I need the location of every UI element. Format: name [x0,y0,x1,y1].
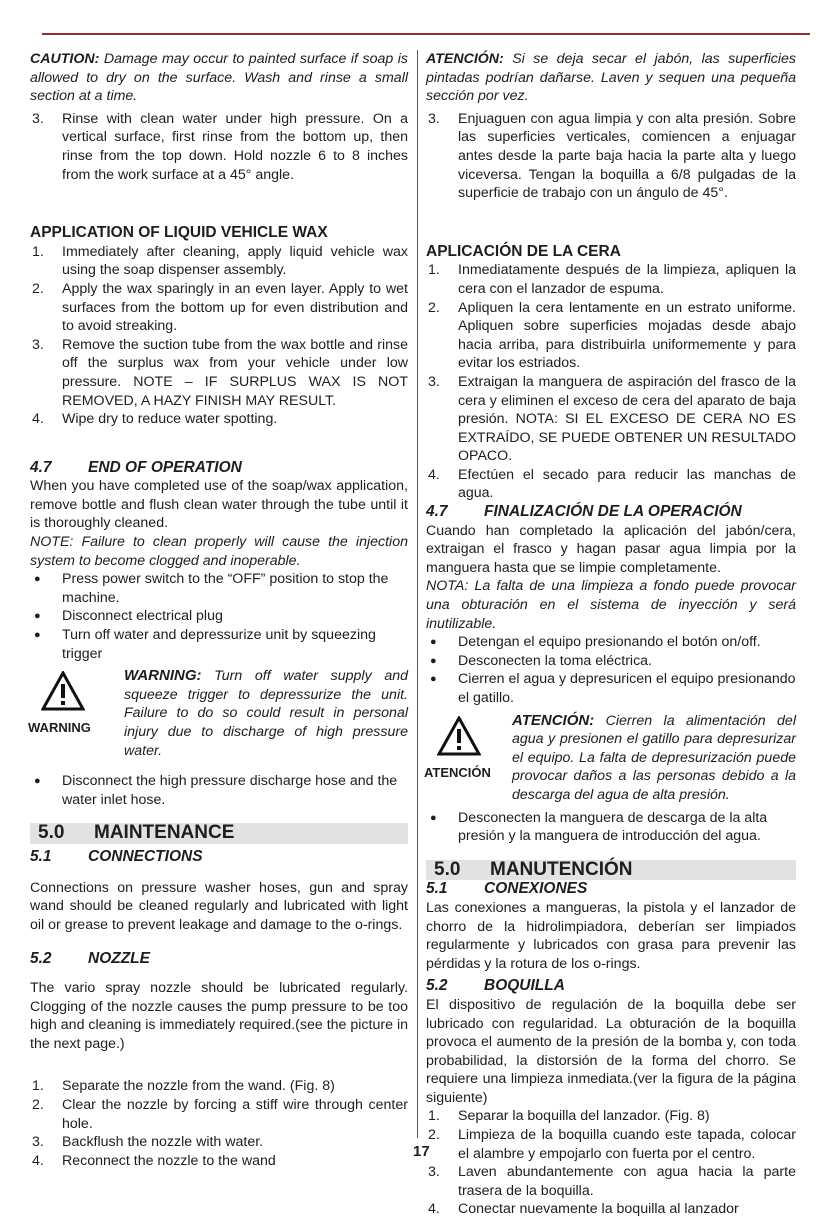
warning-triangle-icon [40,671,86,717]
step-text: Separar la boquilla del lanzador. (Fig. 8) [458,1108,710,1125]
nozzle-step [426,1126,796,1163]
end-of-operation-heading [426,503,796,522]
wax-step-list [426,261,796,503]
bullet-item: ● Detengan el equipo presionando el botón on/off. [426,633,796,652]
nozzle-step-list [426,1107,796,1219]
step-number: 2. [428,1127,440,1144]
section-title: FINALIZACIÓN DE LA OPERACIÓN [484,503,742,521]
bullet-item: ● Desconecten la manguera de descarga de la alta presión y la manguera de introducción del agua. [426,809,796,846]
step-number: 4. [32,411,44,428]
nozzle-step [30,1133,408,1152]
wax-heading: APPLICATION OF LIQUID VEHICLE WAX [30,224,328,242]
warning-triangle-icon [436,716,482,762]
nozzle-step-list [30,1077,408,1170]
step-text: Efectúen el secado para reducir las manchas de agua. [458,466,796,502]
step-text: Separate the nozzle from the wand. (Fig. 8) [62,1078,335,1095]
english-column [30,50,408,1170]
section-number: 5.2 [426,977,448,995]
section-number: 4.7 [30,458,52,476]
wax-step [30,243,408,280]
section-number: 4.7 [426,503,448,521]
step-text: Conectar nuevamente la boquilla al lanzador [458,1201,739,1218]
spanish-column [426,50,796,1219]
rinse-step-list [426,110,796,203]
step-text: Enjuaguen con agua limpia y con alta presión. Sobre las superficies verticales, comiencen a enjuagar antes desde la parte baja hacia la parte alta y luego viceversa. Tengan la boquilla a 6/8 pulgadas de la superficie de trabajo con un ángulo de 45°. [458,110,796,202]
nozzle-text: El dispositivo de regulación de la boquilla debe ser lubricado con regularidad. La obturación de la boquilla provoca el aumento de la presión de la bomba y, con toda probabilidad, la distorsión de la forma del chorro. Se requiere una limpieza inmediata.(ver la figura de la página siguiente) [426,996,796,1106]
nozzle-step [426,1163,796,1200]
step-number: 1. [428,1108,440,1125]
end-of-operation-heading [30,459,408,478]
section-number: 5.0 [38,822,65,844]
step-number: 4. [428,466,440,483]
nozzle-step [30,1152,408,1171]
section-title: MAINTENANCE [94,822,235,844]
wax-step [426,261,796,298]
caution-paragraph [30,50,408,106]
step-number: 4. [428,1201,440,1218]
section-number: 5.1 [426,880,448,898]
bullet-item: ● Press power switch to the “OFF” position to stop the machine. [30,570,408,607]
step-text: Immediately after cleaning, apply liquid vehicle wax using the soap dispenser assembly. [62,243,408,279]
step-number: 1. [32,1078,44,1095]
section-title: BOQUILLA [484,977,565,995]
end-of-operation-note: NOTE: Failure to clean properly will cause the injection system to become clogged and inoperable. [30,534,408,569]
rinse-step [426,110,796,203]
warning-block [30,667,408,760]
wax-step [426,373,796,466]
wax-step [426,299,796,373]
step-text: Extraigan la manguera de aspiración del frasco de la cera y eliminen el exceso de cera del aparato de baja presión. NOTA: SI EL EXCESO DE CERA NO ES EXTRAÍDO, SE PUEDE OBTENER UN RESULTADO OPACO. [458,373,796,465]
wax-step [30,280,408,336]
connections-heading [426,880,796,899]
nozzle-step [426,1107,796,1126]
wax-step [30,410,408,429]
section-title: END OF OPERATION [88,458,242,476]
maintenance-heading [30,823,408,844]
warning-text: Turn off water supply and squeeze trigger to depressurize the unit. Failure to do so could result in personal injury due to discharge of high pressure water. [124,668,408,759]
wax-step [30,336,408,410]
warning-block [426,712,796,805]
step-number: 2. [32,280,44,297]
warning-title: ATENCIÓN: [512,711,595,729]
nozzle-text: The vario spray nozzle should be lubricated regularly. Clogging of the nozzle causes the pump pressure to be too high and cleaning is immediately required.(see the picture in the next page.) [30,979,408,1052]
nozzle-heading [426,977,796,996]
section-number: 5.1 [30,847,52,865]
connections-text: Connections on pressure washer hoses, gun and spray wand should be cleaned regularly and lubricated with light oil or grease to prevent leakage and damage to the o-rings. [30,879,408,933]
bullet-item: ● Disconnect the high pressure discharge hose and the water inlet hose. [30,772,408,809]
top-rule [42,33,810,35]
section-title: MANUTENCIÓN [490,858,633,880]
step-text: Limpieza de la boquilla cuando este tapada, colocar el alambre y empojarlo con fuerta por el centro. [458,1127,796,1162]
step-number: 3. [32,110,44,127]
step-number: 3. [32,1134,44,1151]
shutdown-bullet-list [30,570,408,663]
step-text: Clear the nozzle by forcing a stiff wire through center hole. [62,1096,408,1132]
step-number: 3. [428,1164,440,1181]
step-number: 3. [32,336,44,353]
step-text: Apliquen la cera lentamente en un estrato uniforme. Apliquen sobre superficies mojadas desde abajo hacia arriba, para distribuirla uniformemente y para evitar los estriados. [458,299,796,372]
bullet-item: ● Cierren el agua y depresuricen el equipo presionando el gatillo. [426,670,796,707]
step-text: Wipe dry to reduce water spotting. [62,411,278,428]
step-number: 3. [428,373,440,390]
page-number: 17 [413,1143,430,1160]
step-number: 2. [428,299,440,316]
wax-heading: APLICACIÓN DE LA CERA [426,242,621,260]
shutdown-bullet-list [426,633,796,707]
bullet-item: ● Disconnect electrical plug [30,607,408,626]
warning-title: WARNING: [124,667,202,685]
column-divider [417,50,418,1138]
warning-text: Cierren la alimentación del agua y presionen el gatillo para depresurizar el equipo. La falta de depresurización puede provocar daños a las personas debido a la descarga del agua de alta presión. [512,712,796,803]
wax-step-list [30,243,408,429]
step-number: 2. [32,1096,44,1113]
rinse-step [30,110,408,184]
maintenance-heading [426,860,796,881]
wax-step [426,466,796,503]
nozzle-heading [30,950,408,969]
caution-label: CAUTION: [30,51,100,67]
disconnect-bullet-list [30,772,408,809]
step-text: Apply the wax sparingly in an even layer. Apply to wet surfaces from the bottom up for even distribution and to avoid streaking. [62,280,408,335]
section-title: CONEXIONES [484,880,588,898]
warning-label: WARNING [28,720,91,736]
disconnect-bullet-list [426,809,796,846]
step-text: Inmediatamente después de la limpieza, apliquen la cera con el lanzador de espuma. [458,262,796,297]
connections-heading [30,848,408,867]
step-text: Laven abundantemente con agua hacia la parte trasera de la boquilla. [458,1164,796,1199]
step-number: 4. [32,1152,44,1169]
step-number: 3. [428,110,440,127]
caution-text: Damage may occur to painted surface if soap is allowed to dry on the surface. Wash and rinse a small section at a time. [30,51,408,105]
end-of-operation-note: NOTA: La falta de una limpieza a fondo puede provocar una obturación en el sistema de inyección y será inutilizable. [426,578,796,632]
step-number: 1. [428,262,440,279]
warning-label: ATENCIÓN [424,764,491,780]
caution-label: ATENCIÓN: [426,51,504,67]
step-text: Backflush the nozzle with water. [62,1134,264,1151]
step-text: Reconnect the nozzle to the wand [62,1152,276,1169]
connections-text: Las conexiones a mangueras, la pistola y el lanzador de chorro de la hidrolimpiadora, deberían ser limpiados regularmente y lubricados con grasa para prevenir las pérdidas y la rotura de los o-rings. [426,899,796,972]
caution-paragraph [426,50,796,106]
rinse-step-list [30,110,408,184]
step-text: Remove the suction tube from the wax bottle and rinse off the surplus wax from your vehicle under low pressure. NOTE – IF SURPLUS WAX IS NOT REMOVED, A HAZY FINISH MAY RESULT. [62,336,408,409]
bullet-item: ● Desconecten la toma eléctrica. [426,652,796,671]
end-of-operation-text: Cuando han completado la aplicación del jabón/cera, extraigan el frasco y hagan pasar agua limpia por la manguera hasta que se limpie completamente. [426,522,796,576]
section-number: 5.2 [30,950,52,968]
nozzle-step [30,1077,408,1096]
end-of-operation-text: When you have completed use of the soap/wax application, remove bottle and flush clean water through the tube until it is thoroughly cleaned. [30,478,408,532]
section-title: NOZZLE [88,950,150,968]
section-number: 5.0 [434,858,461,880]
nozzle-step [30,1096,408,1133]
step-number: 1. [32,243,44,260]
bullet-item: ● Turn off water and depressurize unit by squeezing trigger [30,626,408,663]
nozzle-step [426,1200,796,1219]
section-title: CONNECTIONS [88,847,203,865]
caution-text: Si se deja secar el jabón, las superficies pintadas podrían dañarse. Laven y sequen una pequeña sección por vez. [426,51,796,105]
step-text: Rinse with clean water under high pressure. On a vertical surface, first rinse from the bottom up, then rinse from the top down. Hold nozzle 6 to 8 inches from the work surface at a 45° angle. [62,110,408,183]
